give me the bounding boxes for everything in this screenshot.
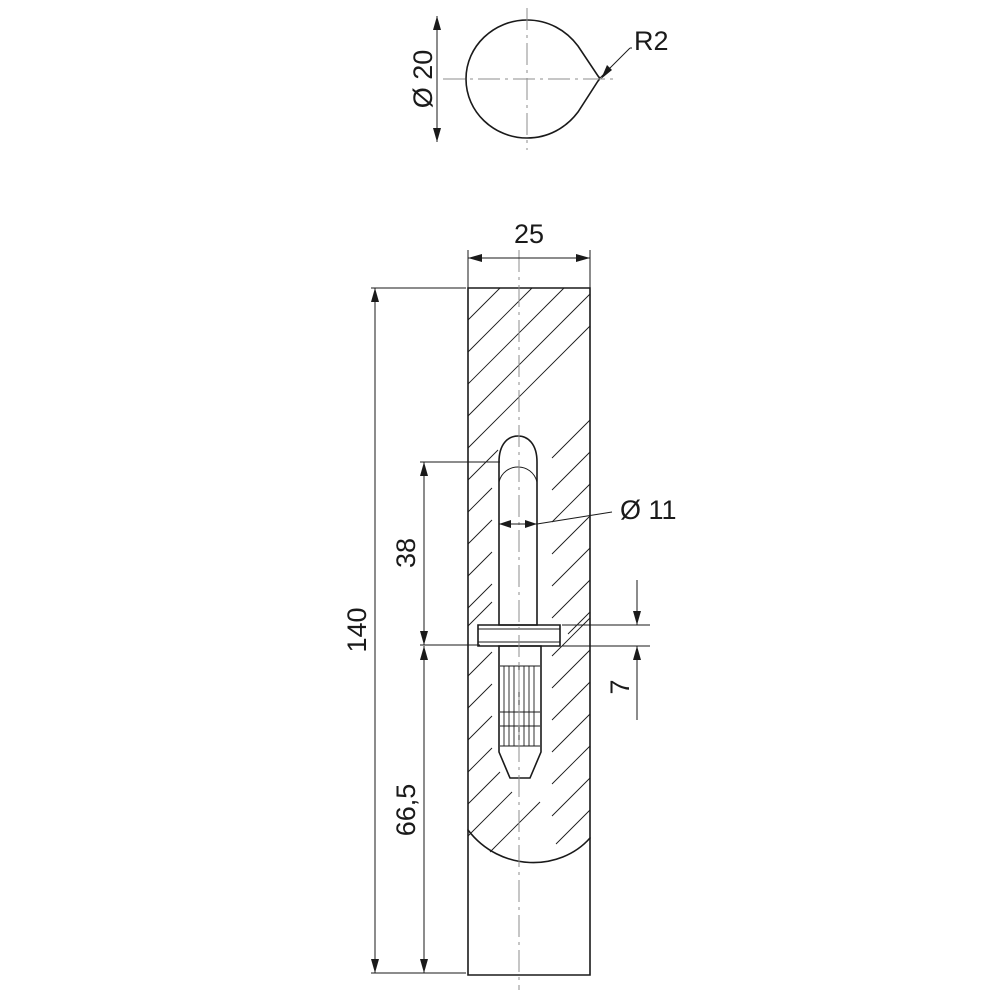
dim-label-diameter-20: Ø 20 [408,49,438,109]
dim38-arrow-bottom [420,631,428,645]
block-outline [468,288,590,975]
dim25-arrow-right [576,254,590,262]
dim38-arrow-top [420,462,428,476]
dia11-arrow-right [525,520,537,528]
dim-label-r2: R2 [634,26,669,56]
dim665-arrow-bottom [420,959,428,973]
knurling-detail [500,666,540,746]
dim-label-25: 25 [513,219,545,249]
dia11-leader [537,512,612,524]
top-view-group [433,8,632,150]
diameter20-arrow-bottom [433,128,441,142]
dim7-arrow-lower [633,646,641,660]
main-view-group [371,250,650,990]
dim665-arrow-top [420,646,428,660]
dim-label-7: 7 [605,679,635,695]
dim-label-140: 140 [342,607,372,653]
diameter20-arrow-top [433,16,441,30]
dia11-arrow-left [499,520,511,528]
dim140-arrow-top [371,288,379,302]
pin-upper-shaft [499,436,537,625]
dim7-arrow-upper [633,611,641,625]
dim-label-66-5: 66,5 [391,783,421,837]
dim-label-38: 38 [391,537,421,569]
section-hatching [468,288,590,852]
dim140-arrow-bottom [371,959,379,973]
dim25-arrow-left [468,254,482,262]
dim-label-diameter-11: Ø 11 [620,495,677,525]
block-bottom-arc [468,830,590,863]
pin-dome-arc [499,467,537,482]
